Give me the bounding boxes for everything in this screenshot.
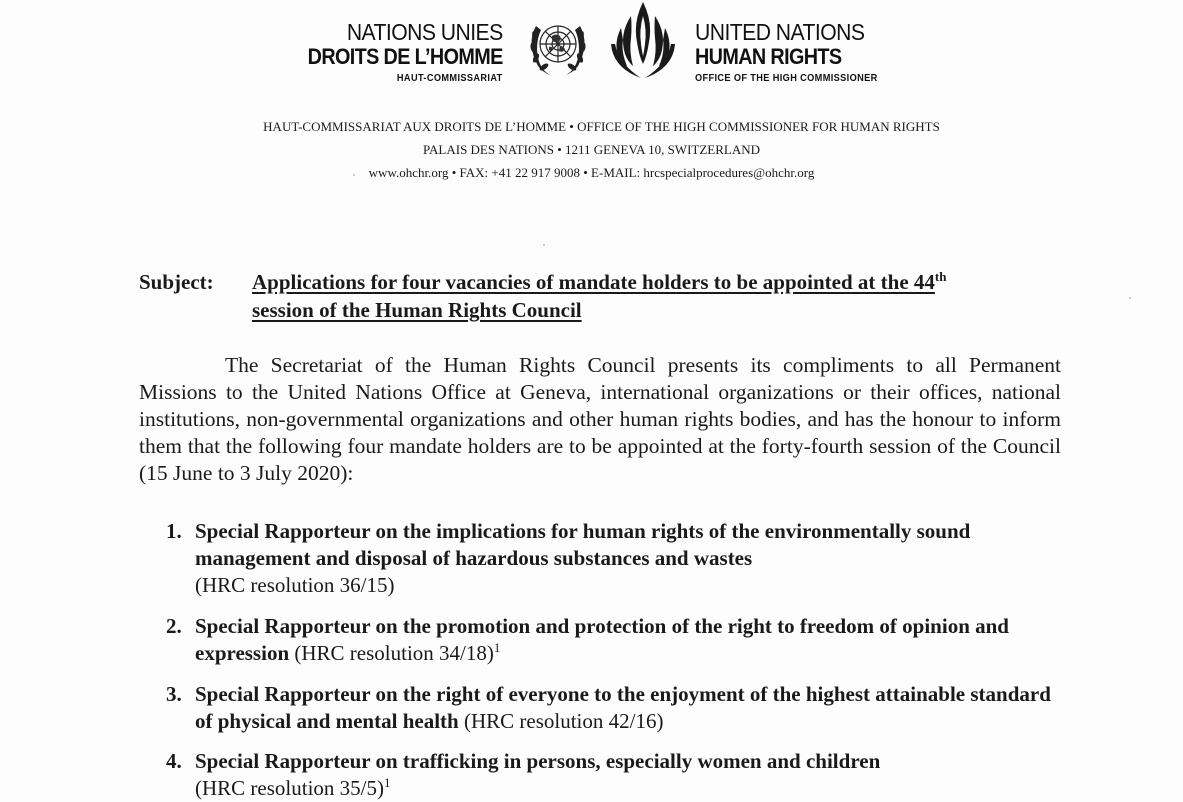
ohchr-flame-icon (603, 0, 683, 84)
letterhead-left-line2: DROITS DE L’HOMME (307, 44, 503, 69)
un-emblem-icon (522, 14, 594, 82)
list-item-number: 3. (166, 682, 182, 706)
scan-speck (543, 244, 545, 246)
list-item (166, 748, 1066, 802)
address-line-2: PALAIS DES NATIONS • 1211 GENEVA 10, SWITZERLAND (422, 142, 761, 157)
list-item-title: Special Rapporteur on the implications for human rights of the environmentally sound management and disposal of hazardous substances and wastes (195, 519, 971, 570)
footnote-marker[interactable]: 1 (384, 775, 391, 790)
letterhead-left-line3: HAUT-COMMISSARIAT (397, 73, 503, 84)
letterhead-french (286, 20, 503, 86)
list-item-resolution: (HRC resolution 35/5) (195, 776, 384, 800)
list-item-number: 1. (166, 519, 182, 543)
letterhead-left-line1: NATIONS UNIES (347, 19, 503, 45)
subject-ordinal-sup: th (934, 269, 947, 284)
list-item-number: 4. (166, 749, 182, 773)
list-item-resolution: (HRC resolution 42/16) (463, 709, 664, 733)
subject-label: Subject: (139, 270, 214, 294)
letterhead-right-line2: HUMAN RIGHTS (695, 44, 842, 69)
subject-text-part2: session of the Human Rights Council (252, 298, 582, 322)
list-item-resolution: (HRC resolution 36/15) (195, 573, 395, 597)
footnote-marker[interactable]: 1 (493, 640, 501, 655)
list-item-title: Special Rapporteur on the right of everyone to the enjoyment of the highest attainable standard of physical and mental health (195, 682, 1051, 733)
list-item-resolution: (HRC resolution 34/18) (294, 641, 494, 665)
letterhead-right-line1: UNITED NATIONS (695, 19, 865, 45)
list-item-title: Special Rapporteur on the promotion and protection of the right to freedom of opinion and expression (195, 614, 1009, 665)
letterhead-english (695, 20, 894, 86)
scan-speck (1129, 297, 1131, 299)
address-line-3: www.ohchr.org • FAX: +41 22 917 9008 • E-MAIL: hrcspecialprocedures@ohchr.org (368, 165, 815, 180)
body-paragraph: The Secretariat of the Human Rights Council presents its compliments to all Permanent Missions to the United Nations Office at Geneva, international organizations or their offices, national institutions, non-governmental organizations and other human rights bodies, and has the honour to inform them that the following four mandate holders are to be appointed at the forty-fourth session of the Council (15 June to 3 July 2020): (139, 353, 1061, 485)
list-item-title: Special Rapporteur on trafficking in persons, especially women and children (195, 749, 881, 773)
list-item (166, 681, 1066, 735)
scan-speck (353, 174, 355, 176)
subject-text (252, 268, 1072, 324)
address-line-1: HAUT-COMMISSARIAT AUX DROITS DE L’HOMME • OFFICE OF THE HIGH COMMISSIONER FOR HUMAN RIGHTS (263, 119, 940, 134)
list-item (166, 613, 1066, 667)
list-item-number: 2. (166, 614, 182, 638)
letterhead-right-line3: OFFICE OF THE HIGH COMMISSIONER (695, 73, 878, 84)
subject-text-part1: Applications for four vacancies of mandate holders to be appointed at the 44 (252, 270, 935, 294)
list-item (166, 518, 1066, 599)
